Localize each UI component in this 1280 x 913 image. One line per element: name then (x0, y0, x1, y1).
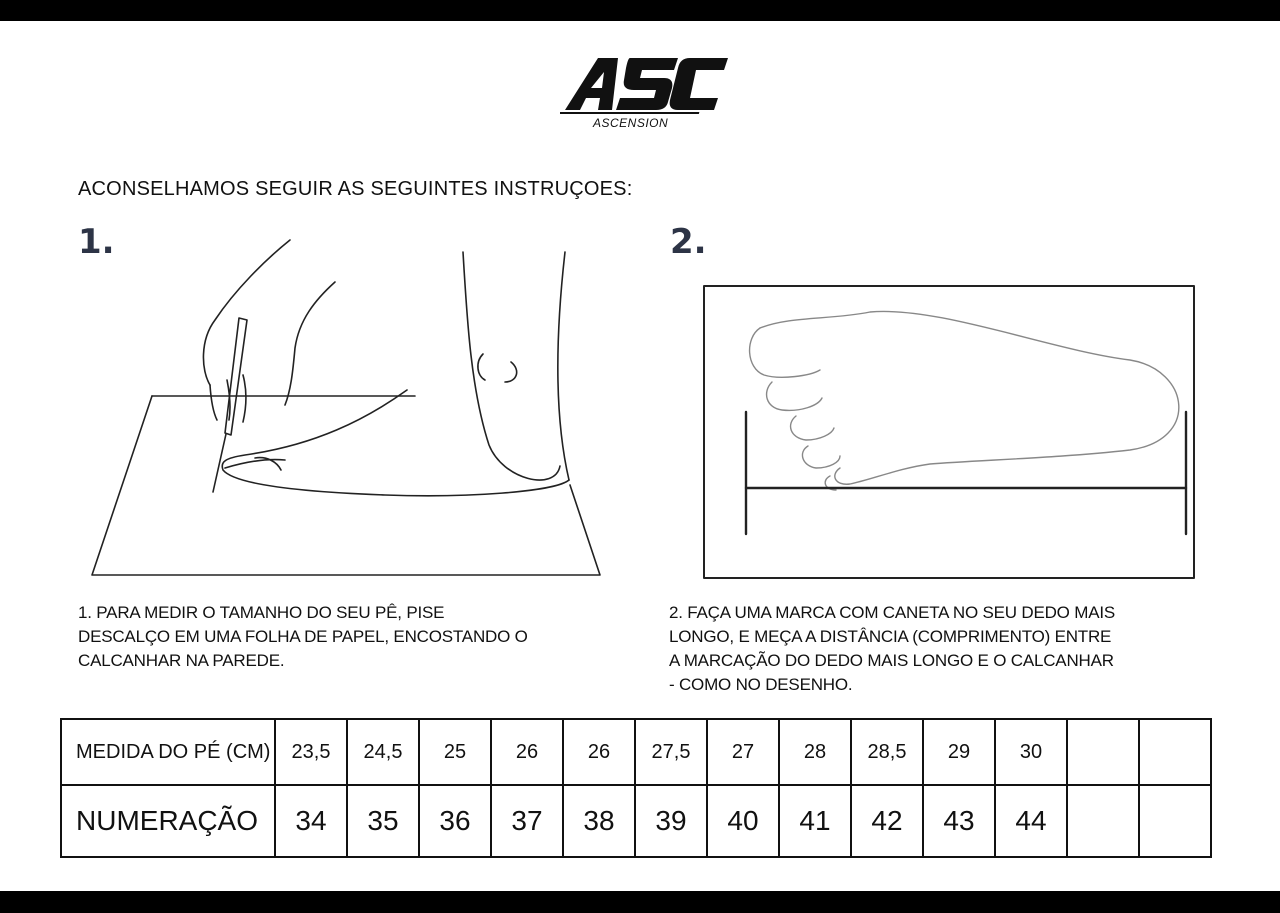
numeracao-cell: 36 (419, 785, 491, 857)
foot-cm-cell: 27 (707, 719, 779, 785)
numeracao-cell: 35 (347, 785, 419, 857)
numeracao-cell: 37 (491, 785, 563, 857)
foot-cm-cell: 28,5 (851, 719, 923, 785)
caption-line: - COMO NO DESENHO. (669, 675, 853, 694)
step-1-number: 1. (78, 222, 115, 262)
numeracao-cell: 42 (851, 785, 923, 857)
step-2-number: 2. (670, 222, 707, 262)
numeracao-cell: 34 (275, 785, 347, 857)
caption-line: LONGO, E MEÇA A DISTÂNCIA (COMPRIMENTO) ENTRE (669, 627, 1112, 646)
numeracao-cell: 40 (707, 785, 779, 857)
foot-cm-cell: 23,5 (275, 719, 347, 785)
footprint-measurement-illustration (700, 280, 1200, 585)
size-table (60, 718, 1212, 858)
foot-cm-cell (1139, 719, 1211, 785)
foot-cm-cell (1067, 719, 1139, 785)
foot-cm-cell: 26 (491, 719, 563, 785)
table-row (61, 785, 1211, 857)
row-label-foot-cm: MEDIDA DO PÉ (CM) (61, 719, 275, 785)
top-black-bar (0, 0, 1280, 21)
foot-on-paper-illustration (85, 230, 615, 585)
step-2-caption (669, 601, 1229, 697)
caption-line: DESCALÇO EM UMA FOLHA DE PAPEL, ENCOSTANDO O (78, 627, 528, 646)
caption-line: 1. PARA MEDIR O TAMANHO DO SEU PÊ, PISE (78, 603, 445, 622)
logo-subtitle: ASCENSION (593, 116, 669, 130)
numeracao-cell: 39 (635, 785, 707, 857)
caption-line: A MARCAÇÃO DO DEDO MAIS LONGO E O CALCANHAR (669, 651, 1114, 670)
foot-cm-cell: 24,5 (347, 719, 419, 785)
foot-cm-cell: 28 (779, 719, 851, 785)
caption-line: 2. FAÇA UMA MARCA COM CANETA NO SEU DEDO MAIS (669, 603, 1115, 622)
caption-line: CALCANHAR NA PAREDE. (78, 651, 285, 670)
row-label-numeracao: NUMERAÇÃO (61, 785, 275, 857)
numeracao-cell (1067, 785, 1139, 857)
numeracao-cell: 38 (563, 785, 635, 857)
numeracao-cell: 44 (995, 785, 1067, 857)
numeracao-cell (1139, 785, 1211, 857)
foot-cm-cell: 26 (563, 719, 635, 785)
foot-cm-cell: 30 (995, 719, 1067, 785)
numeracao-cell: 41 (779, 785, 851, 857)
bottom-black-bar (0, 891, 1280, 913)
instructions-heading: ACONSELHAMOS SEGUIR AS SEGUINTES INSTRUÇOES: (78, 178, 633, 200)
step-1-caption (78, 601, 638, 673)
numeracao-cell: 43 (923, 785, 995, 857)
foot-cm-cell: 29 (923, 719, 995, 785)
table-row (61, 719, 1211, 785)
foot-cm-cell: 25 (419, 719, 491, 785)
foot-cm-cell: 27,5 (635, 719, 707, 785)
